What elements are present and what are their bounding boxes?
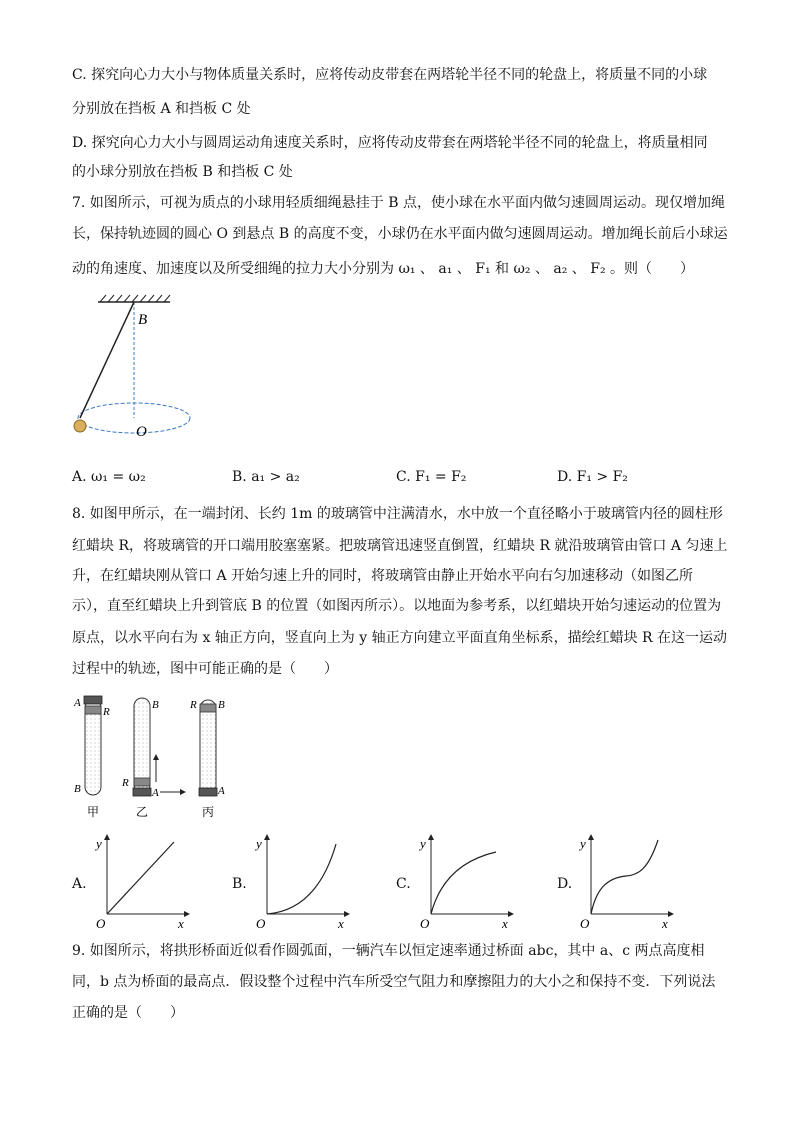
graph-c-curve xyxy=(431,852,496,914)
q7-option-c[interactable]: C. F₁ = F₂ xyxy=(396,469,467,485)
q8-line-1: 8. 如图甲所示，在一端封闭、长约 1m 的玻璃管中注满清水，水中放一个直径略小于玻璃管内径的圆柱形 xyxy=(72,506,723,522)
graph-option-b-label[interactable]: B. xyxy=(232,876,247,892)
q7-option-b[interactable]: B. a₁ > a₂ xyxy=(232,469,300,485)
q8-line-2: 红蜡块 R，将玻璃管的开口端用胶塞塞紧。把玻璃管迅速竖直倒置，红蜡块 R 就沿玻璃管由管口 A 匀速上 xyxy=(72,538,728,554)
tube-bing-label-a: A xyxy=(218,785,225,797)
graph-b-origin: O xyxy=(256,916,266,930)
label-o: O xyxy=(136,424,147,440)
ceiling-hatch xyxy=(100,295,170,302)
graph-c-y-label: y xyxy=(420,836,426,851)
tube-yi-label-r: R xyxy=(122,777,129,789)
q8-tubes-figure xyxy=(70,690,240,825)
graph-b-curve xyxy=(267,844,336,914)
graph-d-origin: O xyxy=(580,916,590,930)
right-arrow-head xyxy=(180,789,186,795)
wax-block-jia xyxy=(85,706,101,714)
q9-line-2: 同，b 点为桥面的最高点．假设整个过程中汽车所受空气阻力和摩擦阻力的大小之和保持不变．下列说法 xyxy=(72,974,716,990)
stopper-yi xyxy=(133,788,151,796)
graph-c[interactable] xyxy=(416,830,516,930)
graph-a-y-label: y xyxy=(96,836,102,851)
graph-b[interactable] xyxy=(252,830,352,930)
tube-jia-label-a: A xyxy=(74,697,81,709)
q7-line-3: 动的角速度、加速度以及所受细绳的拉力大小分别为 ω₁ 、 a₁ 、 F₁ 和 ω₂ 、 a₂ 、 F₂ 。则（ ） xyxy=(72,261,695,277)
graph-option-c-label[interactable]: C. xyxy=(396,876,411,892)
graph-option-a-label[interactable]: A. xyxy=(72,876,87,892)
q7-line-2: 长，保持轨迹圆的圆心 O 到悬点 B 的高度不变，小球仍在水平面内做匀速圆周运动。增加绳长前后小球运 xyxy=(72,226,728,242)
tube-bing xyxy=(199,700,217,796)
graph-a-curve xyxy=(107,842,174,914)
q8-line-3: 升，在红蜡块刚从管口 A 开始匀速上升的同时，将玻璃管由静止开始水平向右匀加速移动（如图乙所 xyxy=(72,568,694,584)
wax-block-yi xyxy=(134,778,150,786)
graph-c-x-label: x xyxy=(502,916,508,930)
tube-bing-label-r: R xyxy=(190,699,197,711)
stopper-jia xyxy=(84,696,102,704)
graph-option-d-label[interactable]: D. xyxy=(557,876,573,892)
q8-line-5: 原点，以水平向右为 x 轴正方向，竖直向上为 y 轴正方向建立平面直角坐标系，描绘红蜡块 R 在这一运动 xyxy=(72,630,728,646)
option-c-line-2: 分别放在挡板 A 和挡板 C 处 xyxy=(72,101,251,117)
graph-a-origin: O xyxy=(96,916,106,930)
tube-yi xyxy=(133,698,151,796)
tube-yi-label-b: B xyxy=(152,699,159,711)
tube-jia-label-r: R xyxy=(103,706,110,718)
graph-d[interactable] xyxy=(576,830,676,930)
wax-block-bing xyxy=(200,704,216,712)
option-c-line-1: C. 探究向心力大小与物体质量关系时，应将传动皮带套在两塔轮半径不同的轮盘上，将质量不同的小球 xyxy=(72,67,708,83)
q8-line-4: 示），直至红蜡块上升到管底 B 的位置（如图丙所示）。以地面为参考系，以红蜡块开始匀速运动的位置为 xyxy=(72,598,722,614)
tube-jia xyxy=(84,696,102,795)
tube-jia-label-b: B xyxy=(74,783,81,795)
graph-a[interactable] xyxy=(92,830,192,930)
tube-yi-caption: 乙 xyxy=(136,805,149,819)
q9-line-1: 9. 如图所示，将拱形桥面近似看作圆弧面，一辆汽车以恒定速率通过桥面 abc，其中 a、c 两点高度相 xyxy=(72,943,705,959)
stopper-bing xyxy=(199,788,217,796)
graph-c-origin: O xyxy=(420,916,430,930)
ball xyxy=(74,420,86,432)
tube-yi-label-a: A xyxy=(152,787,159,799)
tube-bing-label-b: B xyxy=(218,699,225,711)
graph-b-y-label: y xyxy=(256,836,262,851)
option-d-line-2: 的小球分别放在挡板 B 和挡板 C 处 xyxy=(72,164,293,180)
q7-option-a[interactable]: A. ω₁ = ω₂ xyxy=(72,469,146,485)
graph-b-x-label: x xyxy=(338,916,344,930)
q7-option-d[interactable]: D. F₁ > F₂ xyxy=(557,469,628,485)
q7-pendulum-figure xyxy=(70,290,200,450)
q9-line-3: 正确的是（ ） xyxy=(72,1005,184,1021)
q7-line-1: 7. 如图所示，可视为质点的小球用轻质细绳悬挂于 B 点，使小球在水平面内做匀速圆周运动。现仅增加绳 xyxy=(72,195,725,211)
graph-d-curve xyxy=(591,840,658,914)
graph-d-y-label: y xyxy=(580,836,586,851)
graph-d-x-label: x xyxy=(662,916,668,930)
label-b: B xyxy=(138,312,148,328)
string-line xyxy=(80,302,134,418)
option-d-line-1: D. 探究向心力大小与圆周运动角速度关系时，应将传动皮带套在两塔轮半径不同的轮盘上，将质量相同 xyxy=(72,135,708,151)
up-arrow-head xyxy=(153,754,159,760)
tube-bing-caption: 丙 xyxy=(202,805,215,819)
q8-line-6: 过程中的轨迹，图中可能正确的是（ ） xyxy=(72,661,338,677)
graph-a-x-label: x xyxy=(178,916,184,930)
tube-jia-caption: 甲 xyxy=(87,805,100,819)
